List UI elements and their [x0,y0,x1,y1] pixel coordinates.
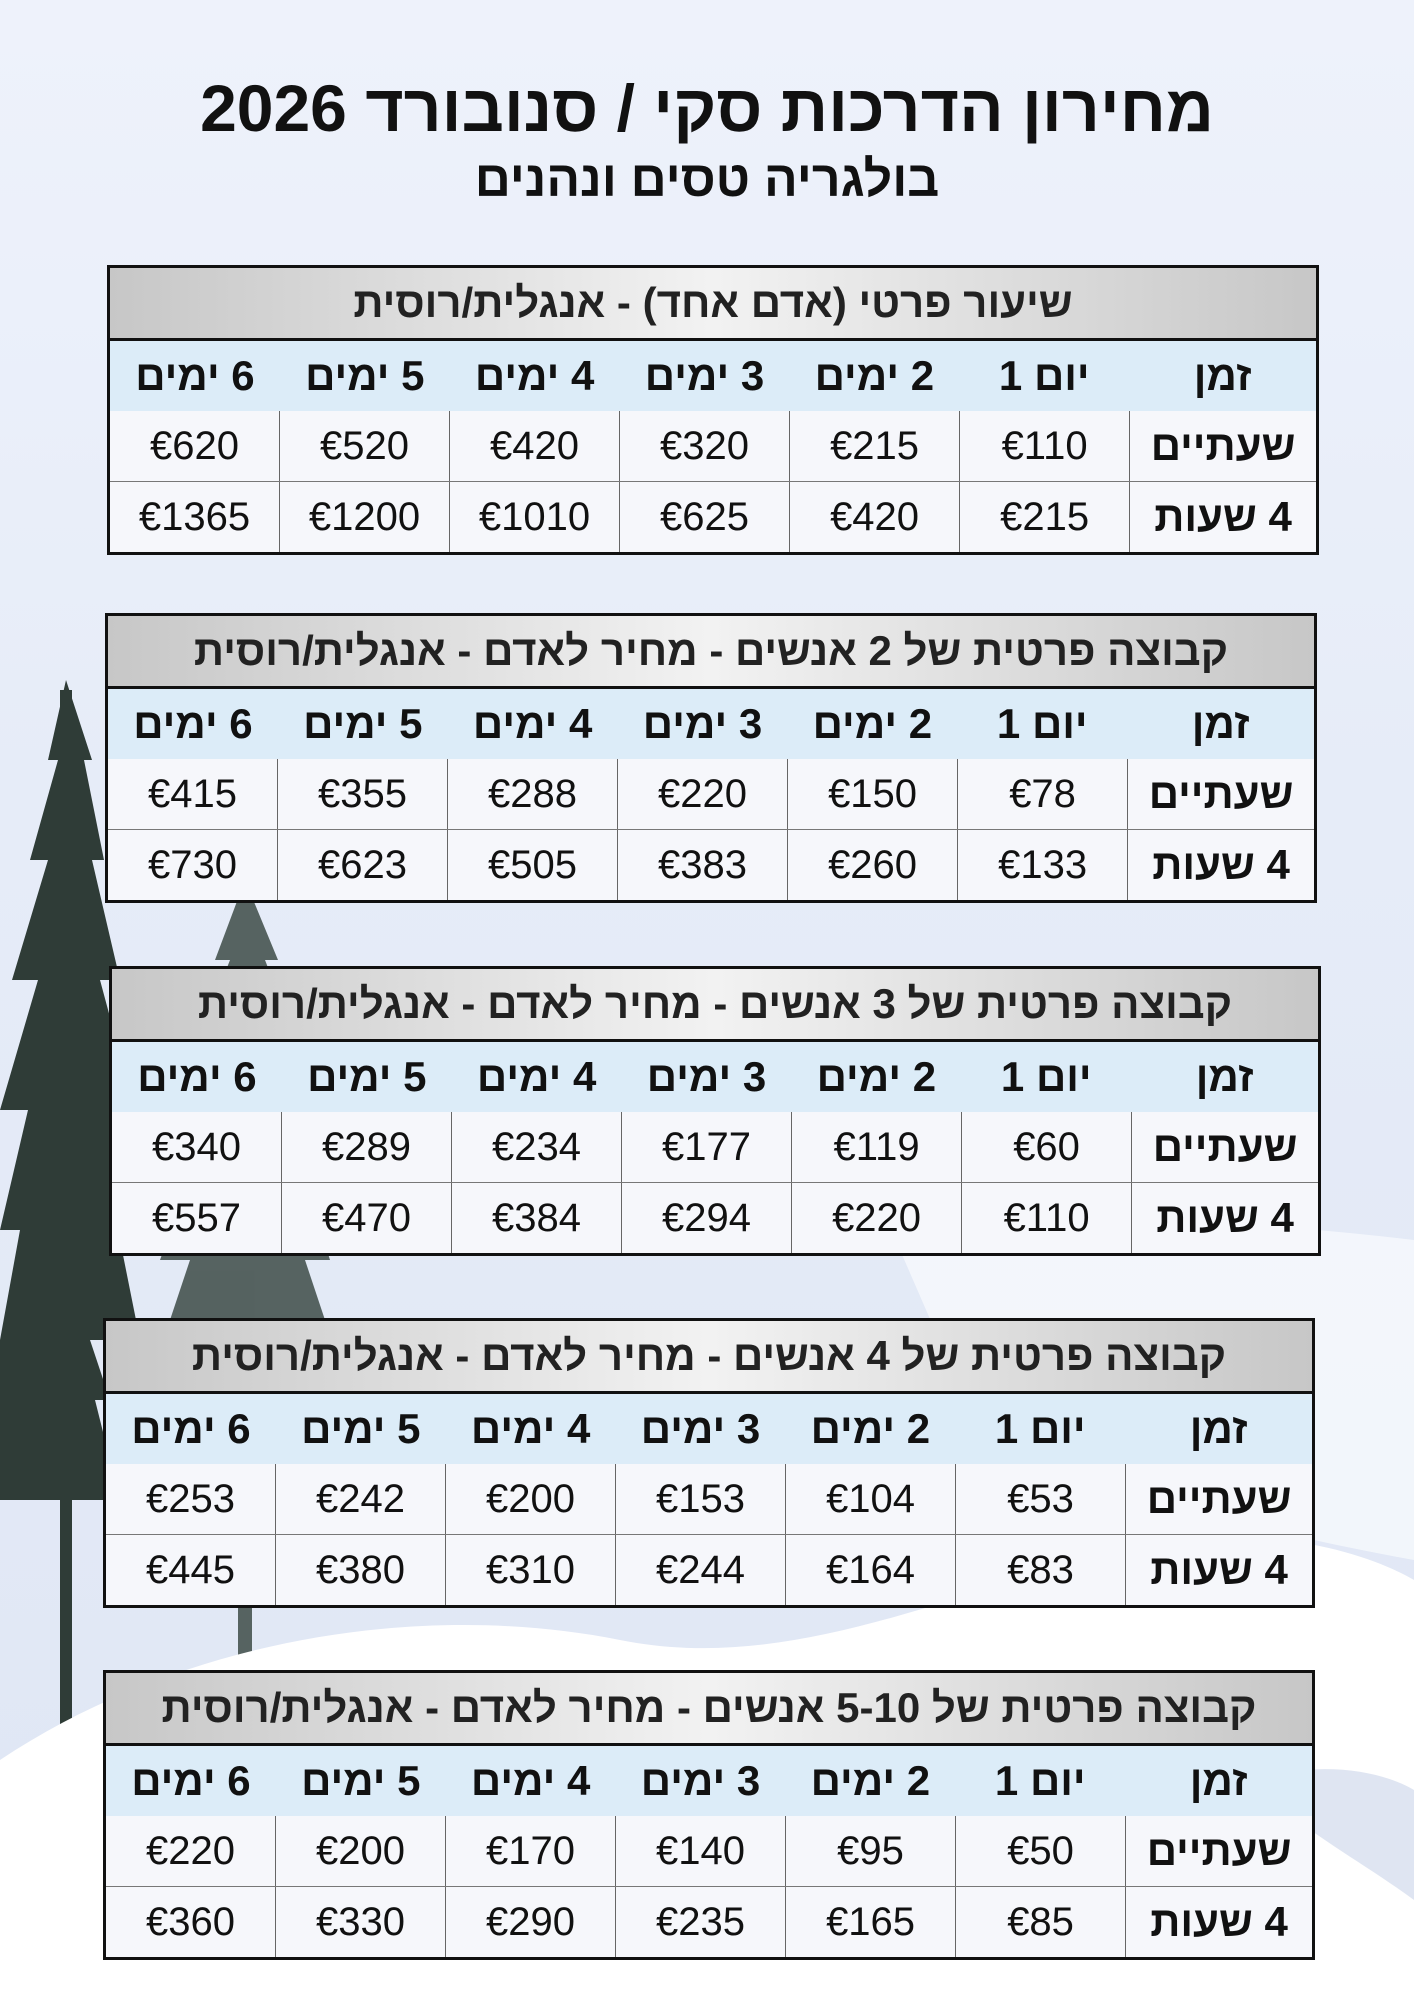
column-header-days-3: 3 ימים [640,1405,761,1452]
table-row [106,1464,1312,1534]
price-cell: €242 [276,1464,446,1534]
price-table-2 [105,613,1317,903]
column-header-time: זמן [1193,352,1252,399]
table-row [106,1816,1312,1886]
table-heading: קבוצה פרטית של 5-10 אנשים - מחיר לאדם - אנגלית/רוסית [106,1673,1312,1746]
price-cell: €95 [786,1816,956,1886]
column-header-days-5: 5 ימים [307,1053,427,1100]
price-cell: €730 [108,830,278,900]
column-header-days-4: 4 ימים [470,1405,591,1452]
price-cell: €253 [106,1464,276,1534]
price-cell: €220 [792,1183,962,1253]
price-cell: €220 [618,759,788,829]
price-cell: €310 [446,1535,616,1605]
price-cell: €153 [616,1464,786,1534]
column-header-days-3: 3 ימים [646,1053,767,1100]
column-header-days-6: 6 ימים [133,700,253,747]
price-cell: €623 [278,830,448,900]
price-cell: €150 [788,759,958,829]
table-heading: קבוצה פרטית של 3 אנשים - מחיר לאדם - אנגלית/רוסית [112,969,1318,1042]
price-table-3 [109,966,1321,1256]
column-header-days-6: 6 ימים [137,1053,257,1100]
price-cell: €625 [620,482,790,552]
price-cell: €260 [788,830,958,900]
column-header-days-2: 2 ימים [812,700,933,747]
row-label-duration: שעתיים [1146,1475,1292,1522]
table-row [108,759,1314,829]
column-header-time: זמן [1191,700,1250,747]
table-row [110,481,1316,552]
row-label-duration: 4 שעות [1150,1898,1288,1945]
price-cell: €50 [956,1816,1126,1886]
column-header-days-1: יום 1 [998,352,1090,399]
price-cell: €470 [282,1183,452,1253]
price-cell: €294 [622,1183,792,1253]
column-header-days-1: יום 1 [994,1405,1086,1452]
column-header-days-3: 3 ימים [644,352,765,399]
price-cell: €110 [962,1183,1132,1253]
column-header-row [112,1042,1318,1112]
table-row [106,1886,1312,1957]
column-header-row [108,689,1314,759]
price-cell: €420 [450,411,620,481]
column-header-days-1: יום 1 [1000,1053,1092,1100]
row-label-duration: שעתיים [1150,422,1296,469]
price-cell: €1365 [110,482,280,552]
column-header-row [110,341,1316,411]
table-row [112,1112,1318,1182]
price-cell: €289 [282,1112,452,1182]
table-row [108,829,1314,900]
row-label-duration: 4 שעות [1152,841,1290,888]
column-header-days-5: 5 ימים [303,700,423,747]
column-header-row [106,1394,1312,1464]
price-cell: €288 [448,759,618,829]
price-table-4 [103,1318,1315,1608]
price-cell: €234 [452,1112,622,1182]
column-header-days-4: 4 ימים [474,352,595,399]
price-cell: €620 [110,411,280,481]
price-cell: €420 [790,482,960,552]
row-label-duration: 4 שעות [1156,1194,1294,1241]
column-header-days-2: 2 ימים [816,1053,937,1100]
price-cell: €290 [446,1887,616,1957]
price-cell: €505 [448,830,618,900]
table-row [112,1182,1318,1253]
column-header-days-1: יום 1 [994,1757,1086,1804]
table-heading: קבוצה פרטית של 4 אנשים - מחיר לאדם - אנגלית/רוסית [106,1321,1312,1394]
row-label-duration: שעתיים [1146,1827,1292,1874]
price-cell: €360 [106,1887,276,1957]
table-heading: שיעור פרטי (אדם אחד) - אנגלית/רוסית [110,268,1316,341]
column-header-days-5: 5 ימים [301,1405,421,1452]
column-header-days-2: 2 ימים [810,1405,931,1452]
column-header-days-3: 3 ימים [642,700,763,747]
column-header-days-4: 4 ימים [472,700,593,747]
price-cell: €60 [962,1112,1132,1182]
column-header-days-5: 5 ימים [305,352,425,399]
row-label-duration: 4 שעות [1154,493,1292,540]
price-cell: €133 [958,830,1128,900]
column-header-time: זמן [1189,1405,1248,1452]
table-heading: קבוצה פרטית של 2 אנשים - מחיר לאדם - אנגלית/רוסית [108,616,1314,689]
table-row [110,411,1316,481]
price-cell: €200 [446,1464,616,1534]
price-cell: €520 [280,411,450,481]
column-header-days-2: 2 ימים [814,352,935,399]
price-cell: €383 [618,830,788,900]
price-cell: €320 [620,411,790,481]
price-cell: €140 [616,1816,786,1886]
price-cell: €110 [960,411,1130,481]
column-header-days-6: 6 ימים [135,352,255,399]
price-cell: €557 [112,1183,282,1253]
price-cell: €200 [276,1816,446,1886]
price-cell: €355 [278,759,448,829]
price-cell: €165 [786,1887,956,1957]
page-subtitle: בולגריה טסים ונהנים [474,151,940,207]
column-header-days-1: יום 1 [996,700,1088,747]
price-cell: €104 [786,1464,956,1534]
price-cell: €85 [956,1887,1126,1957]
row-label-duration: 4 שעות [1150,1546,1288,1593]
price-cell: €1010 [450,482,620,552]
column-header-days-3: 3 ימים [640,1757,761,1804]
column-header-time: זמן [1195,1053,1254,1100]
price-cell: €330 [276,1887,446,1957]
price-cell: €78 [958,759,1128,829]
column-header-days-4: 4 ימים [470,1757,591,1804]
column-header-days-5: 5 ימים [301,1757,421,1804]
column-header-time: זמן [1189,1757,1248,1804]
price-cell: €235 [616,1887,786,1957]
price-cell: €380 [276,1535,446,1605]
price-cell: €340 [112,1112,282,1182]
price-cell: €220 [106,1816,276,1886]
page-title: מחירון הדרכות סקי / סנובורד 2026 [200,71,1214,145]
column-header-row [106,1746,1312,1816]
price-cell: €177 [622,1112,792,1182]
row-label-duration: שעתיים [1148,770,1294,817]
price-cell: €53 [956,1464,1126,1534]
column-header-days-2: 2 ימים [810,1757,931,1804]
price-table-5 [103,1670,1315,1960]
column-header-days-4: 4 ימים [476,1053,597,1100]
price-cell: €244 [616,1535,786,1605]
table-row [106,1534,1312,1605]
price-cell: €119 [792,1112,962,1182]
price-cell: €164 [786,1535,956,1605]
price-cell: €445 [106,1535,276,1605]
price-cell: €83 [956,1535,1126,1605]
price-cell: €170 [446,1816,616,1886]
price-cell: €415 [108,759,278,829]
column-header-days-6: 6 ימים [131,1757,251,1804]
column-header-days-6: 6 ימים [131,1405,251,1452]
price-cell: €1200 [280,482,450,552]
price-cell: €384 [452,1183,622,1253]
row-label-duration: שעתיים [1152,1123,1298,1170]
price-cell: €215 [790,411,960,481]
price-cell: €215 [960,482,1130,552]
price-table-1 [107,265,1319,555]
